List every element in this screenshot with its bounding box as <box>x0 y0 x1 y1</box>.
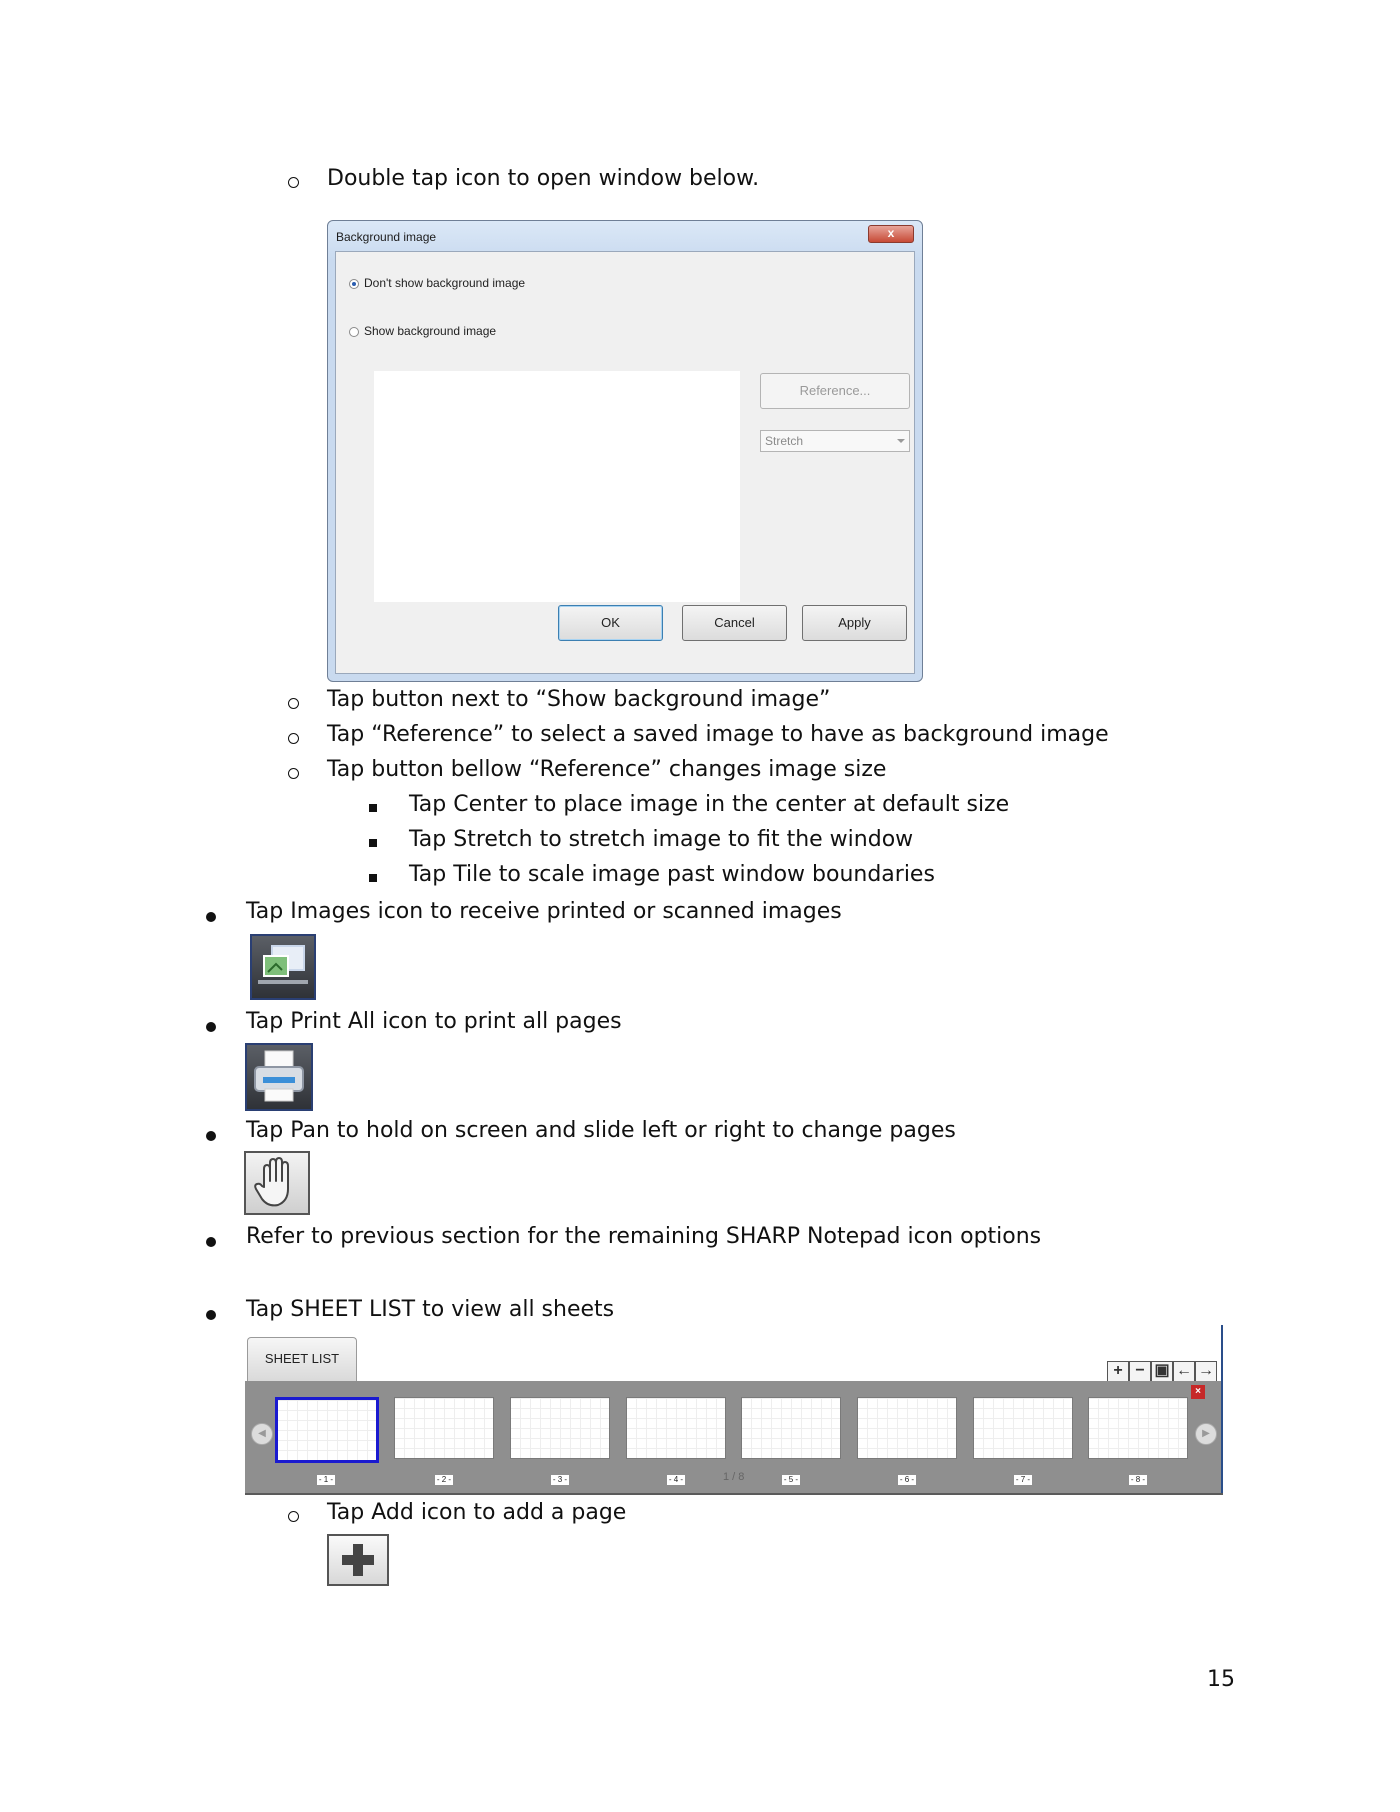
sheet-number: - 6 - <box>899 1475 915 1484</box>
sheet-number: - 3 - <box>552 1475 568 1484</box>
ok-button[interactable]: OK <box>558 605 663 641</box>
sheet-thumbnail[interactable] <box>1088 1397 1188 1459</box>
copy-page-tool[interactable]: ▣ <box>1151 1361 1173 1383</box>
page-number: 15 <box>1207 1667 1235 1692</box>
bullet-dot <box>206 1131 216 1141</box>
move-left-tool[interactable]: ← <box>1173 1361 1195 1383</box>
bullet-square <box>369 874 377 882</box>
radio-dont-show[interactable] <box>349 279 359 289</box>
panel-edge <box>1221 1325 1223 1493</box>
apply-button[interactable]: Apply <box>802 605 907 641</box>
step-tap-add: Tap Add icon to add a page <box>327 1500 627 1525</box>
images-icon <box>250 934 316 1000</box>
sheet-number: - 2 - <box>436 1475 452 1484</box>
sheet-list-tab[interactable]: SHEET LIST <box>247 1337 357 1382</box>
bullet-circle <box>288 698 299 709</box>
step-refer-previous: Refer to previous section for the remaining SHARP Notepad icon options <box>246 1224 1042 1249</box>
bullet-square <box>369 839 377 847</box>
sheet-thumbnail[interactable] <box>275 1397 379 1463</box>
sheet-thumbnail[interactable] <box>857 1397 957 1459</box>
step-tap-sheet-list: Tap SHEET LIST to view all sheets <box>246 1297 615 1322</box>
sheet-list-panel <box>245 1325 1223 1495</box>
close-icon[interactable]: × <box>1191 1385 1205 1399</box>
bullet-circle <box>288 1511 299 1522</box>
close-button[interactable]: x <box>868 225 914 243</box>
sheet-thumbnail[interactable] <box>973 1397 1073 1459</box>
step-tap-reference: Tap “Reference” to select a saved image to have as background image <box>327 722 1109 747</box>
bullet-dot <box>206 1310 216 1320</box>
sheet-thumbnail-strip <box>245 1381 1223 1495</box>
chevron-down-icon <box>897 439 905 443</box>
add-page-tool[interactable]: + <box>1107 1361 1129 1383</box>
step-tap-tile: Tap Tile to scale image past window boundaries <box>409 862 935 887</box>
step-tap-print-all: Tap Print All icon to print all pages <box>246 1009 622 1034</box>
radio-show-label: Show background image <box>364 324 497 338</box>
reference-button[interactable]: Reference... <box>760 373 910 409</box>
dialog-title: Background image <box>336 230 437 244</box>
bullet-circle <box>288 733 299 744</box>
bullet-circle <box>288 177 299 188</box>
size-mode-value: Stretch <box>765 434 804 448</box>
sheet-number: - 1 - <box>318 1475 334 1484</box>
sheet-thumbnail[interactable] <box>741 1397 841 1459</box>
scroll-left-icon[interactable]: ◀ <box>251 1423 273 1445</box>
background-image-dialog <box>327 220 923 682</box>
bullet-dot <box>206 1237 216 1247</box>
image-preview <box>374 371 740 602</box>
step-double-tap: Double tap icon to open window below. <box>327 166 760 191</box>
delete-page-tool[interactable]: − <box>1129 1361 1151 1383</box>
size-mode-select[interactable] <box>760 430 910 452</box>
step-tap-center: Tap Center to place image in the center at default size <box>409 792 1010 817</box>
printer-icon <box>245 1043 313 1111</box>
step-tap-button-next: Tap button next to “Show background image” <box>327 687 831 712</box>
sheet-number: - 8 - <box>1130 1475 1146 1484</box>
sheet-number: - 5 - <box>783 1475 799 1484</box>
step-tap-stretch: Tap Stretch to stretch image to fit the window <box>409 827 914 852</box>
radio-show[interactable] <box>349 327 359 337</box>
step-tap-images: Tap Images icon to receive printed or scanned images <box>246 899 842 924</box>
plus-icon <box>327 1534 389 1586</box>
bullet-square <box>369 804 377 812</box>
sheet-thumbnail[interactable] <box>626 1397 726 1459</box>
sheet-list-header <box>245 1325 1223 1381</box>
bullet-dot <box>206 912 216 922</box>
dialog-body <box>335 251 915 674</box>
step-tap-pan: Tap Pan to hold on screen and slide left or right to change pages <box>246 1118 956 1143</box>
sheet-number: - 4 - <box>668 1475 684 1484</box>
scroll-right-icon[interactable]: ▶ <box>1195 1423 1217 1445</box>
hand-icon <box>244 1151 310 1215</box>
sheet-number: - 7 - <box>1015 1475 1031 1484</box>
page-indicator: 1 / 8 <box>723 1471 745 1483</box>
radio-dont-show-label: Don't show background image <box>364 276 526 290</box>
sheet-thumbnail[interactable] <box>394 1397 494 1459</box>
move-right-tool[interactable]: → <box>1195 1361 1217 1383</box>
sheet-thumbnail[interactable] <box>510 1397 610 1459</box>
step-tap-button-bellow: Tap button bellow “Reference” changes image size <box>327 757 887 782</box>
bullet-circle <box>288 768 299 779</box>
cancel-button[interactable]: Cancel <box>682 605 787 641</box>
bullet-dot <box>206 1022 216 1032</box>
